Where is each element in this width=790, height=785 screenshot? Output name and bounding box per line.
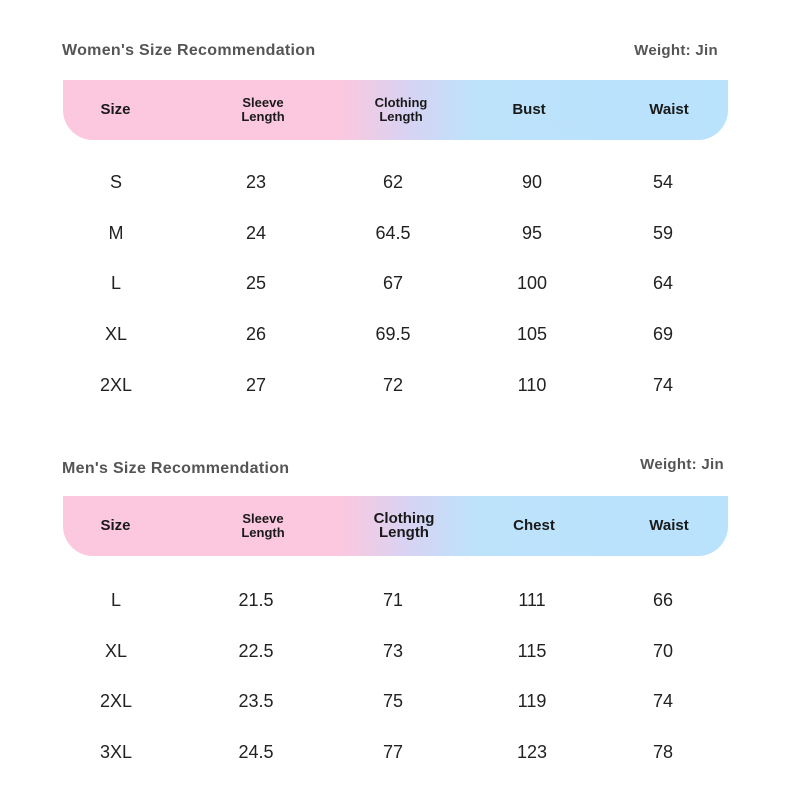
women-header-clothing-length: Clothing Length (374, 95, 428, 124)
women-table-cell: 67 (382, 273, 404, 294)
men-table-cell: 2XL (99, 691, 133, 712)
women-table-cell: 25 (245, 273, 267, 294)
men-header-size: Size (100, 517, 131, 534)
men-table-cell: 111 (518, 590, 546, 610)
women-table-cell: 90 (521, 172, 543, 192)
women-table-cell: 110 (517, 374, 547, 395)
men-unit-note: Weight: Jin (640, 456, 724, 473)
women-table-cell: 105 (516, 324, 548, 345)
men-table-cell: XL (104, 640, 128, 661)
women-section-title: Women's Size Recommendation (62, 42, 316, 59)
men-table-row (0, 585, 790, 615)
women-table-cell: S (109, 172, 122, 192)
women-table-cell: 64 (652, 273, 674, 294)
women-table-cell: M (108, 222, 124, 243)
men-header-waist: Waist (649, 517, 689, 534)
women-table-cell: 27 (245, 374, 267, 395)
men-section-title: Men's Size Recommendation (62, 460, 290, 477)
women-table-row (0, 167, 790, 197)
women-table-row (0, 218, 790, 248)
men-table-cell: 119 (517, 691, 547, 712)
men-table-cell: 71 (382, 590, 404, 610)
women-table-row (0, 319, 790, 349)
women-table-header (63, 80, 728, 140)
women-table-cell: L (110, 273, 121, 294)
women-table-cell: 69.5 (375, 324, 411, 345)
women-table-cell: 54 (652, 172, 674, 192)
men-table-cell: 70 (652, 640, 674, 661)
women-table-cell: 24 (245, 222, 267, 243)
women-table-cell: XL (104, 324, 128, 345)
women-header-sleeve-length: Sleeve Length (241, 95, 285, 124)
women-table-cell: 72 (382, 374, 404, 395)
women-unit-note: Weight: Jin (634, 42, 718, 59)
men-header-sleeve-length: Sleeve Length (241, 511, 285, 540)
men-table-row (0, 686, 790, 716)
men-table-row (0, 636, 790, 666)
men-table-cell: 75 (382, 691, 404, 712)
men-table-header (63, 496, 728, 556)
men-table-cell: 77 (382, 742, 404, 763)
men-table-cell: 78 (652, 742, 674, 763)
men-table-cell: 74 (652, 691, 674, 712)
men-table-cell: 66 (652, 590, 674, 610)
women-table-cell: 62 (382, 172, 404, 192)
men-table-cell: 3XL (99, 742, 133, 763)
women-table-cell: 69 (652, 324, 674, 345)
men-header-chest: Chest (513, 517, 555, 534)
men-table-cell: 115 (517, 640, 547, 661)
women-table-cell: 95 (521, 222, 543, 243)
women-table-cell: 59 (652, 222, 674, 243)
men-table-cell: 22.5 (238, 640, 274, 661)
men-table-row (0, 737, 790, 767)
men-table-cell: 24.5 (238, 742, 274, 763)
women-table-row (0, 268, 790, 298)
men-table-cell: L (110, 590, 121, 610)
men-table-cell: 123 (516, 742, 548, 763)
men-header-clothing-length: Clothing Length (373, 510, 435, 541)
women-header-size: Size (100, 101, 131, 118)
women-table-row (0, 370, 790, 400)
men-table-cell: 23.5 (238, 691, 274, 712)
men-table-cell: 73 (382, 640, 404, 661)
women-table-cell: 100 (516, 273, 548, 294)
women-table-cell: 26 (245, 324, 267, 345)
men-table-cell: 21.5 (238, 590, 274, 610)
women-table-cell: 74 (652, 374, 674, 395)
women-table-cell: 2XL (99, 374, 133, 395)
women-table-cell: 64.5 (375, 222, 411, 243)
women-table-cell: 23 (245, 172, 267, 192)
women-header-bust: Bust (512, 101, 546, 118)
women-header-waist: Waist (649, 101, 689, 118)
